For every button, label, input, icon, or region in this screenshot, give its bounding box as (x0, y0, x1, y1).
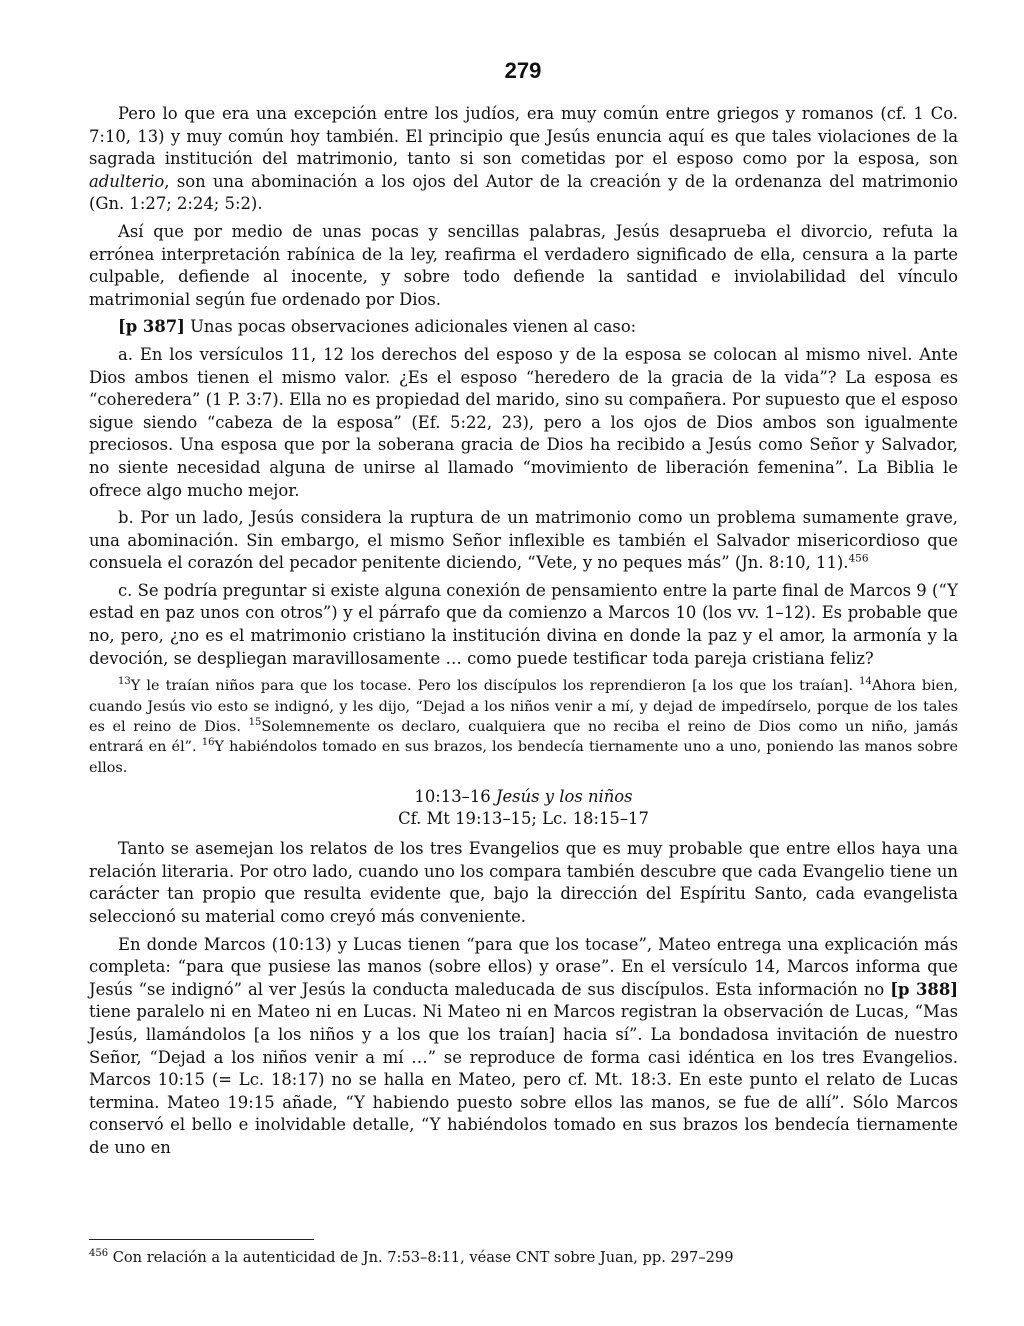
verse-number: 15 (248, 717, 262, 729)
page-marker-387: [p 387] (118, 317, 185, 337)
section-heading (89, 786, 958, 830)
verse-number: 13 (118, 676, 131, 688)
page-number: 279 (504, 58, 542, 83)
paragraph-b: b. Por un lado, Jesús considera la ruptura de un matrimonio como un problema sumamente grave, una abominación. Sin embargo, el mismo Señor inflexible es también el Salvador misericordioso que consuela el corazón del pecador penitente diciendo, “Vete, y no peques más” (Jn. 8:10, 11).$^{456}$ (89, 508, 958, 573)
main-text (89, 103, 958, 1165)
paragraph-1: Pero lo que era una excepción entre los judíos, era muy común entre griegos y romanos (cf. 1 Co. 7:10, 13) y muy común hoy también. El principio que Jesús enuncia aquí es que tales violaciones de la sagrada institución del matrimonio, tanto si son cometidas por el esposo como por la esposa, son adulterio, son una abominación a los ojos del Autor de la creación y de la ordenanza del matrimonio (Gn. 1:27; 2:24; 5:2). (89, 104, 958, 214)
paragraph-2: Así que por medio de unas pocas y sencillas palabras, Jesús desaprueba el divorcio, refuta la errónea interpretación rabínica de la ley, reafirma el verdadero significado de ella, censura a la parte culpable, defiende al inocente, y sobre todo defiende la santidad e inviolabilidad del vínculo matrimonial según fue ordenado por Dios. (89, 221, 958, 309)
page-marker-388: [p 388] (890, 979, 958, 999)
paragraph-a: a. En los versículos 11, 12 los derechos del esposo y de la esposa se colocan al mismo nivel. Ante Dios ambos tienen el mismo valor. ¿Es el esposo “heredero de la gracia de la vida”? La esposa es “coheredera” (1 P. 3:7). Ella no es propiedad del marido, sino su compañera. Por supuesto que el esposo sigue siendo “cabeza de la esposa” (Ef. 5:22, 23), pero a los ojos de Dios ambos son igualmente preciosos. Una esposa que por la soberana gracia de Dios ha recibido a Jesús como Señor y Salvador, no siente necesidad alguna de unirse al llamado “movimiento de liberación femenina”. La Biblia le ofrece algo mucho mejor. (89, 344, 958, 500)
emphasis-adulterio: adulterio (89, 171, 165, 191)
paragraph-7: Tanto se asemejan los relatos de los tres Evangelios que es muy probable que entre ellos haya una relación literaria. Por otro lado, cuando uno los compara también descubre que cada Evangelio tiene un carácter tan propio que resulta evidente que, bajo la dirección del Espíritu Santo, cada evangelista seleccionó su material como creyó más conveniente. (89, 839, 958, 927)
footnote-divider (89, 1239, 314, 1240)
verse-number: 14 (859, 676, 872, 688)
paragraph-c: c. Se podría preguntar si existe alguna conexión de pensamiento entre la parte final de Marcos 9 (“Y estad en paz unos con otros”) y el párrafo que da comienzo a Marcos 10 (los vv. 1–12). Es probable que no, pero, ¿no es el matrimonio cristiano la institución divina en donde la paz y el amor, la armonía y la devoción, se despliegan maravillosamente … como puede testificar toda pareja cristiana feliz? (89, 580, 958, 668)
paragraph-8: En donde Marcos (10:13) y Lucas tienen “para que los tocase”, Mateo entrega una explicación más completa: “para que pusiese las manos (sobre ellos) y orase”. En el versículo 14, Marcos informa que Jesús “se indignó” al ver Jesús la conducta maleducada de sus discípulos. Esta información no [p 388] tiene paralelo ni en Mateo ni en Lucas. Ni Mateo ni en Marcos registran la observación de Lucas, “Mas Jesús, llamándolos [a los niños y a los que los traían] hacia sí”. La bondadosa invitación de nuestro Señor, “Dejad a los niños venir a mí …” se reproduce de forma casi idéntica en los tres Evangelios. Marcos 10:15 (= Lc. 18:17) no se halla en Mateo, pero cf. Mt. 18:3. En este punto el relato de Lucas termina. Mateo 19:15 añade, “Y habiendo puesto sobre ellos las manos, se fue de allí”. Sólo Marcos conservó el bello e inolvidable detalle, “Y habiéndolos tomado en sus brazos los bendecía tiernamente de uno en (89, 934, 958, 1157)
verse-number: 16 (201, 737, 215, 749)
scripture-quote: $^{13}$Y le traían niños para que los tocase. Pero los discípulos los reprendieron [a los que los traían]. $^{14}$Ahora bien, cuando Jesús vio esto se indignó, y les dijo, “Dejad a los niños venir a mí, y dejad de impedírselo, porque de los tales es el reino de Dios. $^{15}$Solemnemente os declaro, cualquiera que no reciba el reino de Dios como un niño, jamás entrará en él”. $^{16}$Y habiéndolos tomado en sus brazos, los bendecía tiernamente uno a uno, poniendo las manos sobre ellos. (89, 676, 959, 776)
section-title: 10:13–16 Jesús y los niños (414, 787, 633, 807)
footnote-456: $^{456}$ Con relación a la autenticidad de Jn. 7:53–8:11, véase CNT sobre Juan, pp. 297–299 (89, 1248, 734, 1266)
footnote-number: 456 (89, 1248, 109, 1260)
footnote-ref-456[interactable]: 456 (848, 552, 869, 565)
paragraph-3: [p 387] Unas pocas observaciones adicionales vienen al caso: (118, 317, 637, 337)
section-crossref: Cf. Mt 19:13–15; Lc. 18:15–17 (398, 809, 649, 829)
